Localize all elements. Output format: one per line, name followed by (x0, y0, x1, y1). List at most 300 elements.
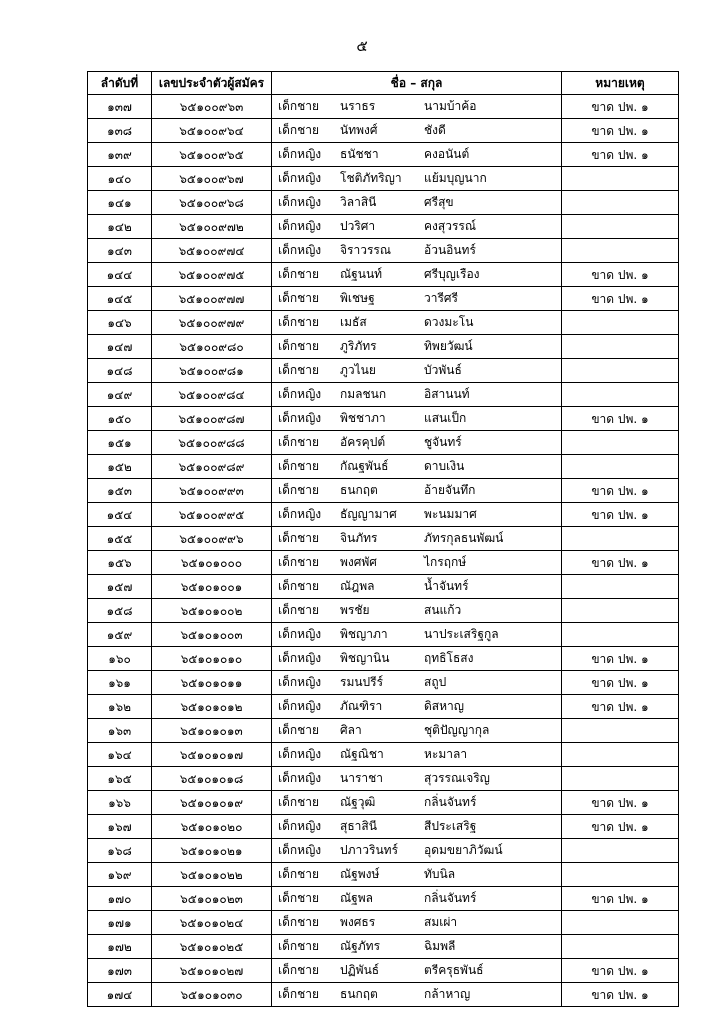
table-row (88, 695, 679, 719)
name-prefix: เด็กชาย (278, 531, 320, 545)
first-name: ศิลา (340, 723, 362, 737)
applicant-name (272, 503, 562, 527)
applicant-name (272, 935, 562, 959)
row-number: ๑๖๗ (88, 815, 152, 839)
name-prefix: เด็กชาย (278, 579, 320, 593)
row-number: ๑๔๘ (88, 359, 152, 383)
last-name: กลิ่นจันทร์ (424, 891, 477, 905)
remark-cell: ขาด ปพ. ๑ (562, 695, 679, 719)
first-name: พิชญานิน (340, 651, 390, 665)
applicant-name (272, 215, 562, 239)
table-row (88, 575, 679, 599)
last-name: ทิพยวัฒน์ (424, 339, 473, 353)
name-prefix: เด็กหญิง (278, 675, 322, 689)
remark-cell: ขาด ปพ. ๑ (562, 815, 679, 839)
remark-cell (562, 527, 679, 551)
row-number: ๑๕๘ (88, 599, 152, 623)
remark-cell: ขาด ปพ. ๑ (562, 671, 679, 695)
name-prefix: เด็กหญิง (278, 219, 322, 233)
applicant-name (272, 359, 562, 383)
last-name: อ้วนอินทร์ (424, 243, 476, 257)
table-row (88, 239, 679, 263)
row-number: ๑๕๖ (88, 551, 152, 575)
table-row (88, 719, 679, 743)
row-number: ๑๔๒ (88, 215, 152, 239)
first-name: ปฏิพันธ์ (340, 963, 380, 977)
last-name: ตรีครุธพันธ์ (424, 963, 484, 977)
row-number: ๑๖๑ (88, 671, 152, 695)
applicant-id: ๖๕๑๐๑๐๑๙ (152, 791, 272, 815)
remark-cell (562, 239, 679, 263)
applicant-name (272, 599, 562, 623)
table-row (88, 647, 679, 671)
applicant-name (272, 983, 562, 1007)
remark-cell: ขาด ปพ. ๑ (562, 119, 679, 143)
row-number: ๑๕๐ (88, 407, 152, 431)
applicant-name (272, 335, 562, 359)
table-row (88, 743, 679, 767)
applicant-id: ๖๕๑๐๐๙๗๙ (152, 311, 272, 335)
last-name: ชุติปัญญากุล (424, 723, 490, 737)
name-prefix: เด็กชาย (278, 267, 320, 281)
name-prefix: เด็กชาย (278, 723, 320, 737)
applicant-name (272, 575, 562, 599)
applicant-name (272, 695, 562, 719)
applicant-id: ๖๕๑๐๑๐๑๓ (152, 719, 272, 743)
applicant-id: ๖๕๑๐๐๙๙๖ (152, 527, 272, 551)
name-prefix: เด็กหญิง (278, 819, 322, 833)
remark-cell (562, 455, 679, 479)
name-prefix: เด็กหญิง (278, 843, 322, 857)
first-name: ณัฎพล (340, 579, 375, 593)
applicant-id: ๖๕๑๐๑๐๑๗ (152, 743, 272, 767)
remark-cell (562, 191, 679, 215)
row-number: ๑๖๖ (88, 791, 152, 815)
table-row (88, 119, 679, 143)
applicant-name (272, 119, 562, 143)
header-name: ชื่อ – สกุล (272, 72, 562, 95)
row-number: ๑๗๓ (88, 959, 152, 983)
table-row (88, 887, 679, 911)
applicant-id: ๖๕๑๐๑๐๓๐ (152, 983, 272, 1007)
remark-cell (562, 863, 679, 887)
table-row (88, 263, 679, 287)
row-number: ๑๓๗ (88, 95, 152, 119)
name-prefix: เด็กหญิง (278, 411, 322, 425)
last-name: ภัทรกุลธนพัฒน์ (424, 531, 504, 545)
applicant-name (272, 623, 562, 647)
name-prefix: เด็กชาย (278, 939, 320, 953)
first-name: ณัฐณิชา (340, 747, 384, 761)
first-name: ภูวไนย (340, 363, 376, 377)
applicant-id: ๖๕๑๐๑๐๐๒ (152, 599, 272, 623)
row-number: ๑๗๔ (88, 983, 152, 1007)
last-name: แสนเป็ก (424, 411, 467, 425)
first-name: ณัฐพงษ์ (340, 867, 380, 881)
first-name: วิลาสินี (340, 195, 377, 209)
remark-cell: ขาด ปพ. ๑ (562, 647, 679, 671)
remark-cell: ขาด ปพ. ๑ (562, 983, 679, 1007)
row-number: ๑๔๔ (88, 263, 152, 287)
name-prefix: เด็กชาย (278, 987, 320, 1001)
first-name: ณัฐพล (340, 891, 374, 905)
last-name: นาประเสริฐกูล (424, 627, 499, 641)
applicant-id: ๖๕๑๐๑๐๒๗ (152, 959, 272, 983)
applicant-id: ๖๕๑๐๑๐๐๑ (152, 575, 272, 599)
applicant-id: ๖๕๑๐๑๐๒๕ (152, 935, 272, 959)
applicant-name (272, 407, 562, 431)
applicant-name (272, 311, 562, 335)
last-name: อุดมขยาภิวัฒน์ (424, 843, 503, 857)
applicant-name (272, 167, 562, 191)
table-row (88, 167, 679, 191)
first-name: นราธร (340, 99, 376, 113)
remark-cell: ขาด ปพ. ๑ (562, 791, 679, 815)
row-number: ๑๕๙ (88, 623, 152, 647)
first-name: พงศธร (340, 915, 376, 929)
remark-cell: ขาด ปพ. ๑ (562, 95, 679, 119)
applicant-name (272, 671, 562, 695)
table-row (88, 215, 679, 239)
row-number: ๑๕๔ (88, 503, 152, 527)
table-row (88, 935, 679, 959)
name-prefix: เด็กชาย (278, 867, 320, 881)
last-name: สถูป (424, 675, 447, 689)
applicant-id: ๖๕๑๐๑๐๑๒ (152, 695, 272, 719)
remark-cell (562, 599, 679, 623)
table-row (88, 455, 679, 479)
remark-cell (562, 359, 679, 383)
last-name: สุวรรณเจริญ (424, 771, 490, 785)
row-number: ๑๗๑ (88, 911, 152, 935)
last-name: นามบ้าค้อ (424, 99, 477, 113)
applicant-id: ๖๕๑๐๑๐๑๐ (152, 647, 272, 671)
first-name: ณัฐวุฒิ (340, 795, 376, 809)
applicant-name (272, 191, 562, 215)
applicant-name (272, 551, 562, 575)
row-number: ๑๕๕ (88, 527, 152, 551)
applicant-name (272, 527, 562, 551)
row-number: ๑๕๗ (88, 575, 152, 599)
name-prefix: เด็กหญิง (278, 771, 322, 785)
table-row (88, 95, 679, 119)
first-name: พงศพัศ (340, 555, 377, 569)
first-name: ธัญญามาศ (340, 507, 397, 521)
table-header-row (88, 72, 679, 95)
applicant-id: ๖๕๑๐๑๐๒๐ (152, 815, 272, 839)
last-name: ฉิมพลี (424, 939, 456, 953)
row-number: ๑๖๙ (88, 863, 152, 887)
table-row (88, 527, 679, 551)
row-number: ๑๕๒ (88, 455, 152, 479)
name-prefix: เด็กหญิง (278, 651, 322, 665)
name-prefix: เด็กชาย (278, 459, 320, 473)
applicant-id: ๖๕๑๐๐๙๙๕ (152, 503, 272, 527)
first-name: รมนปรีร์ (340, 675, 384, 689)
last-name: ชูจันทร์ (424, 435, 462, 449)
remark-cell (562, 167, 679, 191)
remark-cell (562, 215, 679, 239)
name-prefix: เด็กชาย (278, 435, 320, 449)
applicant-id: ๖๕๑๐๐๙๗๗ (152, 287, 272, 311)
last-name: สีประเสริฐ (424, 819, 477, 833)
row-number: ๑๗๒ (88, 935, 152, 959)
first-name: ธนกฤต (340, 987, 378, 1001)
applicant-name (272, 743, 562, 767)
remark-cell (562, 767, 679, 791)
remark-cell (562, 839, 679, 863)
applicant-name (272, 815, 562, 839)
applicant-id: ๖๕๑๐๑๐๐๓ (152, 623, 272, 647)
applicant-id: ๖๕๑๐๑๐๒๒ (152, 863, 272, 887)
last-name: หะมาลา (424, 747, 468, 761)
applicant-id: ๖๕๑๐๐๙๖๕ (152, 143, 272, 167)
table-row (88, 959, 679, 983)
remark-cell (562, 383, 679, 407)
first-name: ภูริภัทร (340, 339, 377, 353)
name-prefix: เด็กชาย (278, 315, 320, 329)
first-name: กมลชนก (340, 387, 387, 401)
name-prefix: เด็กหญิง (278, 627, 322, 641)
applicant-id: ๖๕๑๐๐๙๘๙ (152, 455, 272, 479)
applicant-name (272, 239, 562, 263)
name-prefix: เด็กหญิง (278, 195, 322, 209)
last-name: อิสานนท์ (424, 387, 470, 401)
table-row (88, 623, 679, 647)
name-prefix: เด็กชาย (278, 891, 320, 905)
name-prefix: เด็กชาย (278, 339, 320, 353)
first-name: นัทพงศ์ (340, 123, 378, 137)
remark-cell: ขาด ปพ. ๑ (562, 263, 679, 287)
first-name: ณัฐนนท์ (340, 267, 383, 281)
applicant-name (272, 959, 562, 983)
name-prefix: เด็กหญิง (278, 147, 322, 161)
last-name: สนแก้ว (424, 603, 462, 617)
first-name: ภัณฑิรา (340, 699, 383, 713)
last-name: คงอนันต์ (424, 147, 470, 161)
table-row (88, 143, 679, 167)
applicant-name (272, 383, 562, 407)
table-row (88, 335, 679, 359)
first-name: ปวริศา (340, 219, 376, 233)
applicant-id: ๖๕๑๐๐๙๘๐ (152, 335, 272, 359)
remark-cell (562, 935, 679, 959)
first-name: กัณฐพันธ์ (340, 459, 389, 473)
applicant-name (272, 767, 562, 791)
applicant-name (272, 887, 562, 911)
name-prefix: เด็กหญิง (278, 699, 322, 713)
last-name: ดิสหาญ (424, 699, 464, 713)
header-no: ลำดับที่ (88, 72, 152, 95)
applicant-name (272, 791, 562, 815)
remark-cell: ขาด ปพ. ๑ (562, 479, 679, 503)
row-number: ๑๔๖ (88, 311, 152, 335)
row-number: ๑๖๘ (88, 839, 152, 863)
last-name: ดาบเงิน (424, 459, 465, 473)
first-name: เมธัส (340, 315, 367, 329)
remark-cell: ขาด ปพ. ๑ (562, 143, 679, 167)
name-prefix: เด็กชาย (278, 363, 320, 377)
applicant-name (272, 719, 562, 743)
last-name: สมเผ่า (424, 915, 458, 929)
row-number: ๑๔๓ (88, 239, 152, 263)
name-prefix: เด็กชาย (278, 99, 320, 113)
table-row (88, 311, 679, 335)
applicant-id: ๖๕๑๐๐๙๘๔ (152, 383, 272, 407)
remark-cell (562, 335, 679, 359)
applicant-id: ๖๕๑๐๐๙๘๗ (152, 407, 272, 431)
remark-cell (562, 911, 679, 935)
name-prefix: เด็กชาย (278, 915, 320, 929)
table-row (88, 551, 679, 575)
last-name: กลิ่นจันทร์ (424, 795, 477, 809)
first-name: จินภัทร (340, 531, 378, 545)
first-name: โชติภัทริญา (340, 171, 402, 185)
table-row (88, 863, 679, 887)
row-number: ๑๕๓ (88, 479, 152, 503)
first-name: ณัฐภัทร (340, 939, 381, 953)
applicant-id: ๖๕๑๐๐๙๘๘ (152, 431, 272, 455)
last-name: คงสุวรรณ์ (424, 219, 476, 233)
row-number: ๑๔๕ (88, 287, 152, 311)
remark-cell: ขาด ปพ. ๑ (562, 503, 679, 527)
last-name: ทับนิล (424, 867, 456, 881)
row-number: ๑๔๑ (88, 191, 152, 215)
row-number: ๑๖๓ (88, 719, 152, 743)
table-row (88, 191, 679, 215)
table-row (88, 359, 679, 383)
applicant-name (272, 839, 562, 863)
table-body (88, 95, 679, 1007)
first-name: ปภาวรินทร์ (340, 843, 399, 857)
row-number: ๑๖๐ (88, 647, 152, 671)
applicant-id: ๖๕๑๐๑๐๒๑ (152, 839, 272, 863)
row-number: ๑๕๑ (88, 431, 152, 455)
name-prefix: เด็กหญิง (278, 747, 322, 761)
remark-cell: ขาด ปพ. ๑ (562, 551, 679, 575)
applicant-id: ๖๕๑๐๐๙๖๗ (152, 167, 272, 191)
row-number: ๑๖๒ (88, 695, 152, 719)
last-name: แย้มบุญนาก (424, 171, 487, 185)
name-prefix: เด็กชาย (278, 123, 320, 137)
first-name: ธนกฤต (340, 483, 378, 497)
table-row (88, 839, 679, 863)
first-name: อัครคุปต์ (340, 435, 386, 449)
remark-cell: ขาด ปพ. ๑ (562, 407, 679, 431)
applicant-id: ๖๕๑๐๑๐๒๓ (152, 887, 272, 911)
remark-cell: ขาด ปพ. ๑ (562, 287, 679, 311)
table-row (88, 503, 679, 527)
last-name: ฤทธิโธสง (424, 651, 474, 665)
applicant-id: ๖๕๑๐๑๐๒๔ (152, 911, 272, 935)
applicant-id: ๖๕๑๐๑๐๑๑ (152, 671, 272, 695)
applicant-id: ๖๕๑๐๐๙๗๕ (152, 263, 272, 287)
applicant-id: ๖๕๑๐๐๙๗๔ (152, 239, 272, 263)
last-name: ดวงมะโน (424, 315, 474, 329)
last-name: ชังดี (424, 123, 446, 137)
row-number: ๑๓๘ (88, 119, 152, 143)
applicant-table (87, 71, 679, 1007)
first-name: พิชชาภา (340, 411, 386, 425)
name-prefix: เด็กหญิง (278, 387, 322, 401)
name-prefix: เด็กชาย (278, 603, 320, 617)
row-number: ๑๔๐ (88, 167, 152, 191)
first-name: พิชญาภา (340, 627, 388, 641)
applicant-id: ๖๕๑๐๐๙๘๑ (152, 359, 272, 383)
applicant-id: ๖๕๑๐๐๙๖๘ (152, 191, 272, 215)
row-number: ๑๓๙ (88, 143, 152, 167)
applicant-name (272, 263, 562, 287)
last-name: พะนมมาศ (424, 507, 477, 521)
last-name: วารีศรี (424, 291, 458, 305)
first-name: สุธาสินี (340, 819, 377, 833)
applicant-name (272, 431, 562, 455)
applicant-name (272, 863, 562, 887)
row-number: ๑๔๗ (88, 335, 152, 359)
row-number: ๑๔๙ (88, 383, 152, 407)
table-row (88, 983, 679, 1007)
name-prefix: เด็กชาย (278, 483, 320, 497)
remark-cell (562, 431, 679, 455)
header-applicant-id: เลขประจำตัวผู้สมัคร (152, 72, 272, 95)
table-row (88, 479, 679, 503)
table-row (88, 287, 679, 311)
remark-cell: ขาด ปพ. ๑ (562, 959, 679, 983)
remark-cell (562, 719, 679, 743)
last-name: ศรีบุญเรือง (424, 267, 480, 281)
applicant-id: ๖๕๑๐๐๙๙๓ (152, 479, 272, 503)
table-row (88, 791, 679, 815)
first-name: พิเชษฐ (340, 291, 375, 305)
remark-cell (562, 311, 679, 335)
applicant-name (272, 143, 562, 167)
remark-cell (562, 623, 679, 647)
table-row (88, 815, 679, 839)
table-row (88, 911, 679, 935)
applicant-name (272, 287, 562, 311)
name-prefix: เด็กหญิง (278, 243, 322, 257)
first-name: จิราวรรณ (340, 243, 391, 257)
applicant-name (272, 911, 562, 935)
last-name: กล้าหาญ (424, 987, 471, 1001)
applicant-name (272, 479, 562, 503)
applicant-name (272, 647, 562, 671)
applicant-id: ๖๕๑๐๐๙๖๓ (152, 95, 272, 119)
name-prefix: เด็กชาย (278, 555, 320, 569)
table-row (88, 767, 679, 791)
last-name: ไกรฤกษ์ (424, 555, 467, 569)
name-prefix: เด็กชาย (278, 291, 320, 305)
applicant-name (272, 95, 562, 119)
table-row (88, 671, 679, 695)
remark-cell (562, 575, 679, 599)
header-remark: หมายเหตุ (562, 72, 679, 95)
table-row (88, 383, 679, 407)
last-name: บัวพันธ์ (424, 363, 462, 377)
page-number: ๕ (356, 37, 368, 55)
table-row (88, 599, 679, 623)
applicant-id: ๖๕๑๐๐๙๖๔ (152, 119, 272, 143)
applicant-id: ๖๕๑๐๐๙๗๒ (152, 215, 272, 239)
name-prefix: เด็กหญิง (278, 171, 322, 185)
remark-cell: ขาด ปพ. ๑ (562, 887, 679, 911)
table-row (88, 431, 679, 455)
row-number: ๑๖๔ (88, 743, 152, 767)
table-row (88, 407, 679, 431)
first-name: นาราชา (340, 771, 384, 785)
last-name: น้ำจันทร์ (424, 579, 469, 593)
last-name: อ้ายจันทึก (424, 483, 476, 497)
